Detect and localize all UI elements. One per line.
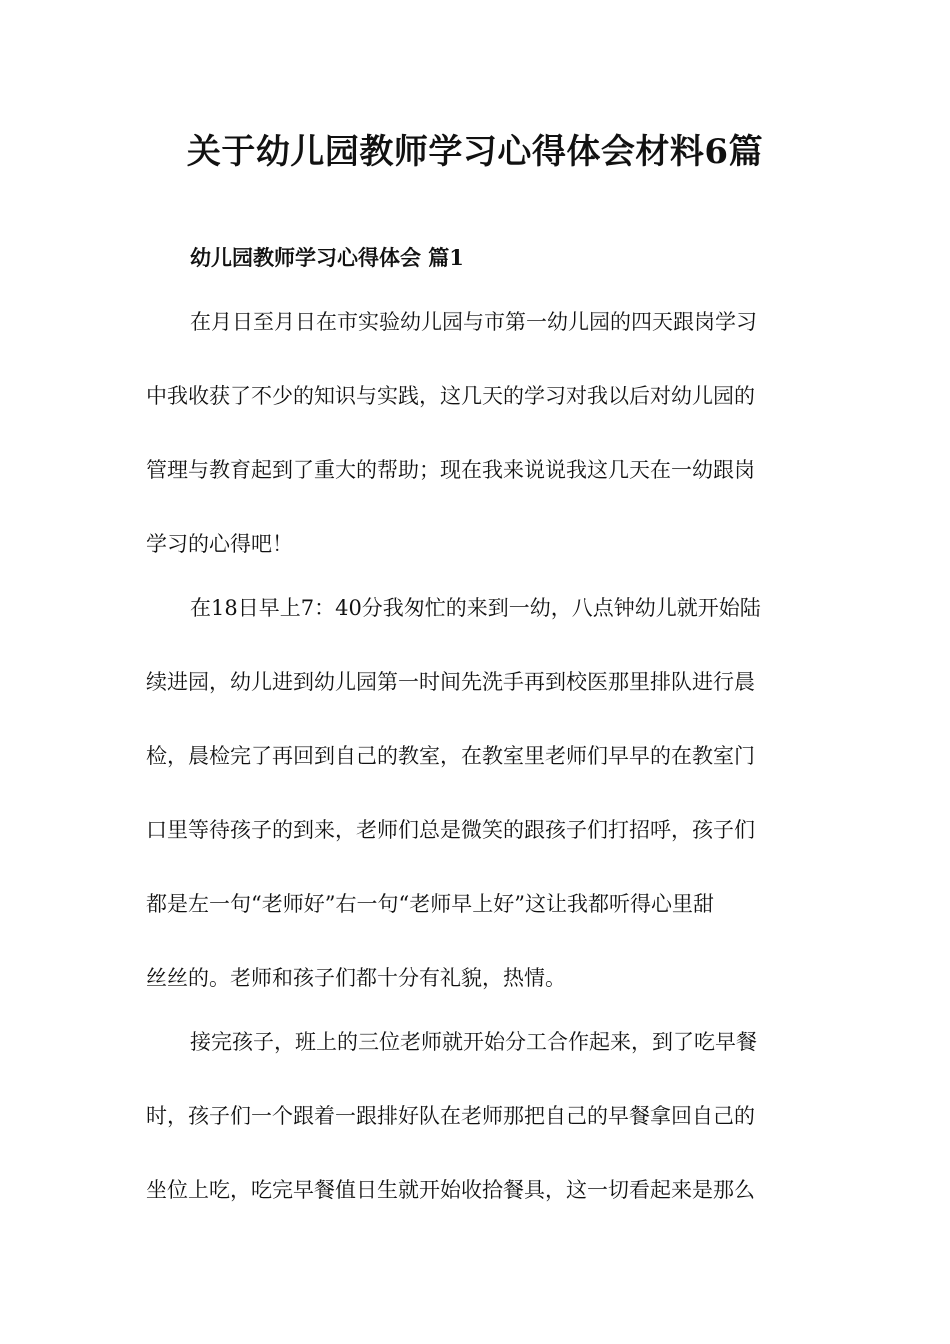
paragraph-2-line-2: 续进园，幼儿进到幼儿园第一时间先洗手再到校医那里排队进行晨: [146, 670, 755, 694]
paragraph-2-line-4: 口里等待孩子的到来，老师们总是微笑的跟孩子们打招呼，孩子们: [146, 818, 755, 842]
paragraph-2-line-5: 都是左一句“老师好”右一句“老师早上好”这让我都听得心里甜: [146, 892, 714, 916]
paragraph-1-line-3: 管理与教育起到了重大的帮助；现在我来说说我这几天在一幼跟岗: [146, 458, 755, 482]
paragraph-3-line-2: 时，孩子们一个跟着一跟排好队在老师那把自己的早餐拿回自己的: [146, 1104, 755, 1128]
paragraph-1-line-1: 在月日至月日在市实验幼儿园与市第一幼儿园的四天跟岗学习: [190, 310, 757, 334]
document-title: 关于幼儿园教师学习心得体会材料6篇: [186, 132, 764, 172]
section-heading: 幼儿园教师学习心得体会 篇1: [190, 245, 464, 270]
paragraph-1-line-4: 学习的心得吧！: [146, 532, 293, 556]
paragraph-2-line-6: 丝丝的。老师和孩子们都十分有礼貌，热情。: [146, 966, 566, 990]
paragraph-3-line-3: 坐位上吃，吃完早餐值日生就开始收拾餐具，这一切看起来是那么: [146, 1178, 755, 1202]
paragraph-1-line-2: 中我收获了不少的知识与实践，这几天的学习对我以后对幼儿园的: [146, 384, 755, 408]
paragraph-2-line-3: 检，晨检完了再回到自己的教室，在教室里老师们早早的在教室门: [146, 744, 755, 768]
paragraph-3-line-1: 接完孩子，班上的三位老师就开始分工合作起来，到了吃早餐: [190, 1030, 757, 1054]
paragraph-2-line-1: 在18日早上7：40分我匆忙的来到一幼，八点钟幼儿就开始陆: [190, 596, 761, 620]
